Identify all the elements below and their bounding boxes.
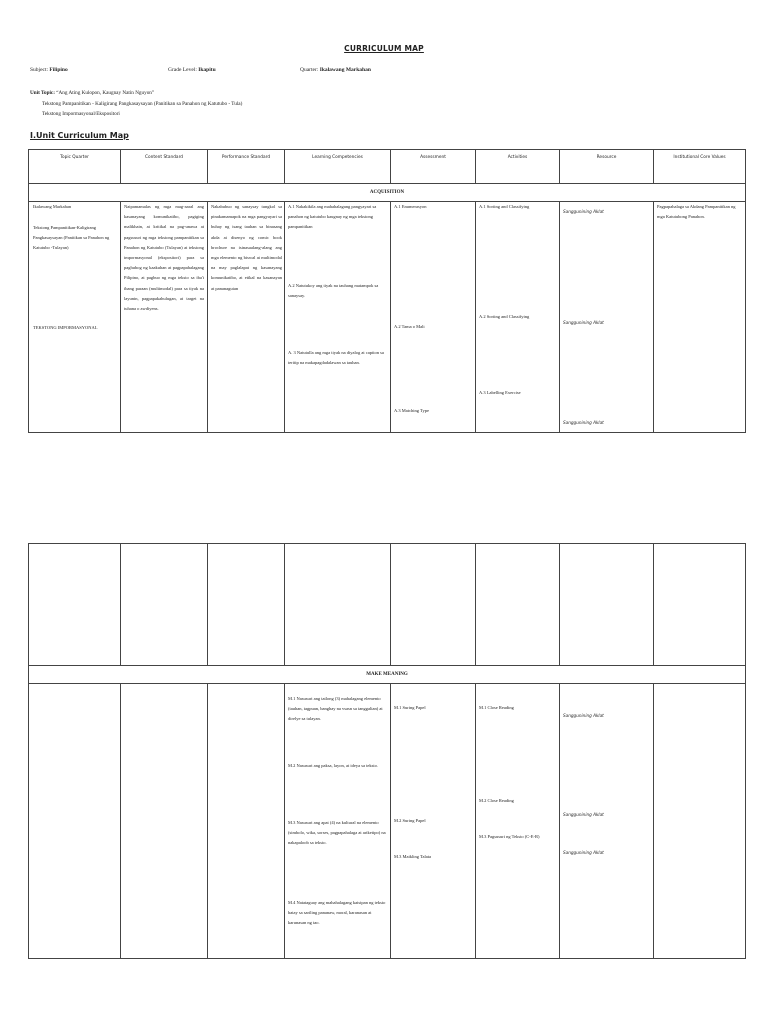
mm-activity-1: M.1 Close Reading <box>479 705 514 710</box>
empty-cell <box>208 544 285 666</box>
subject-field <box>30 67 68 73</box>
header-content-standard: Content Standard <box>121 150 208 184</box>
acq-competency-1: A.1 Nakakikila ang mahahalagang pangyayari sa panahon ng katutubo kaugnay ng mga tekstong pampanitikan <box>288 204 377 230</box>
acq-competencies-cell <box>285 202 391 433</box>
mm-content-standard-cell <box>121 684 208 959</box>
quarter-field <box>300 67 371 73</box>
mm-performance-standard-cell <box>208 684 285 959</box>
curriculum-table-make-meaning <box>28 543 746 959</box>
acq-core-values-text: Pagpapahalaga sa Akdang Pampanitikan ng mga Katutubong Panahon. <box>657 204 736 220</box>
acq-core-values-cell <box>654 202 746 433</box>
mm-assessment-1: M.1 Suring Papel <box>394 705 426 710</box>
mm-activity-2: M.2 Close Reading <box>479 798 514 803</box>
empty-cell <box>560 544 654 666</box>
mm-core-values-cell <box>654 684 746 959</box>
header-resource: Resource <box>560 150 654 184</box>
empty-cell <box>654 544 746 666</box>
mm-resource-cell <box>560 684 654 959</box>
mm-competency-4: M.4 Natataguay ang mahahalagang kaisipan ng teksto batay sa sariling pananaw, moral, karanasan at karunasan ng tao. <box>288 900 386 926</box>
section-heading: I.Unit Curriculum Map <box>30 131 129 140</box>
acq-assessment-1: A.1 Enumerasyon <box>394 204 427 209</box>
grade-field <box>168 67 216 73</box>
empty-cell <box>285 544 391 666</box>
curriculum-table-acquisition <box>28 149 746 433</box>
mm-activities-cell <box>476 684 560 959</box>
unit-topic-line-3: Tekstong Impormasyonal/Ekspositori <box>42 111 120 117</box>
header-learning-competencies: Learning Competencies <box>285 150 391 184</box>
acq-topic-3: TEKSTONG IMPORMASYONAL <box>33 325 98 330</box>
make-meaning-content-row <box>29 684 746 959</box>
acq-activity-3: A.3 Labelling Exercise <box>479 390 521 395</box>
acq-activity-2: A.2 Sorting and Classifying <box>479 314 530 319</box>
make-meaning-band-row <box>29 666 746 684</box>
mm-resource-1: Sanggunining Aklat <box>563 713 604 718</box>
mm-competency-3: M.3 Nasusuri ang apat (4) na kultural na elemento (simbolo, wika, sorses, pagpapahalaga at ariketipo) na nakapaloob sa teksto. <box>288 820 386 846</box>
header-performance-standard: Performance Standard <box>208 150 285 184</box>
header-activities: Activities <box>476 150 560 184</box>
make-meaning-label: MAKE MEANING <box>29 666 746 684</box>
unit-topic-label: Unit Topic: <box>30 90 55 96</box>
acquisition-band-row <box>29 184 746 202</box>
acq-topic-cell <box>29 202 121 433</box>
quarter-value: Ikalawang Markahan <box>319 67 371 73</box>
empty-cell <box>121 544 208 666</box>
grade-value: Ikapitu <box>198 67 216 73</box>
document-title: CURRICULUM MAP <box>344 44 424 53</box>
mm-topic-cell <box>29 684 121 959</box>
acquisition-content-row <box>29 202 746 433</box>
mm-competencies-cell <box>285 684 391 959</box>
acq-resource-3: Sanggunining Aklat <box>563 420 604 425</box>
mm-competency-1: M.1 Nasusuri ang tatlong (3) mahalagang elemento (tauhan, tagpuan, banghay na vsasn sa tanggalian) at direlye sa tulayan. <box>288 696 383 722</box>
acq-resource-2: Sanggunining Aklat <box>563 320 604 325</box>
mm-assessment-3: M.3 Maikling Talata <box>394 854 431 859</box>
acq-competency-2: A.2 Natutukoy ang tiyak na tauhang matampok sa sanaysay. <box>288 283 379 299</box>
unit-topic-block <box>30 88 242 120</box>
table-header-row <box>29 150 746 184</box>
unit-topic-value: “Ang Ating Kulopon, Kaugnay Natin Nguyon” <box>56 90 155 96</box>
empty-cell <box>476 544 560 666</box>
acq-activity-1: A.1 Sorting and Classifying <box>479 204 530 209</box>
empty-cell <box>391 544 476 666</box>
acq-content-standard-cell <box>121 202 208 433</box>
acq-competency-3: A. 3 Natutulla ang mga tiyak na diyalog at caption sa teritip na makapagdadalawan sa tauhan. <box>288 350 384 366</box>
acq-assessment-cell <box>391 202 476 433</box>
acq-resource-1: Sanggunining Aklat <box>563 209 604 214</box>
acq-content-standard-text: Naipamamalas ng mga mag-aaral ang kasanayang komunikatibo, pagiging malikhain, at kritikal na pag-unawa at pagsusuri ng mga tekstong pampanitikan sa Panahon ng Katutubo (Tulayan) at tekstong impormasyonal (ekspositori) para sa paghubog ng kaakuhan at pagpapahalagang Pilipino, at pagbuo ng mga teksto sa iba't ibang paraan (multimodal) para sa tiyak na layunin, pagpapakahulugan, at target na tuhana o awdiyens. <box>124 204 204 312</box>
grade-label: Grade Level: <box>168 67 197 73</box>
header-topic-quarter: Topic Quarter <box>29 150 121 184</box>
header-core-values: Institutional Core Values <box>654 150 746 184</box>
subject-label: Subject: <box>30 67 49 73</box>
continuation-empty-row <box>29 544 746 666</box>
mm-assessment-2: M.2 Suring Papel <box>394 818 426 823</box>
mm-assessment-cell <box>391 684 476 959</box>
header-assessment: Assessment <box>391 150 476 184</box>
subject-value: Filipino <box>49 67 68 73</box>
mm-competency-2: M.2 Nasusuri ang paksa, layon, at ideya sa teksto. <box>288 763 378 768</box>
acq-activities-cell <box>476 202 560 433</box>
acq-performance-standard-text: Nakabubuo ng sanaysay tungkol sa pinakamamapok na mga pangyayari sa buhay ng isang tauhan sa binasang akda at disenyo ng comic book brochure na isinasaalang-alang ang mga elemento ng biswal at multimodal na may paglalapat ng kasanayang komunikatibo, at etikal na kasanayan at pananagutan <box>211 204 282 291</box>
acq-assessment-2: A.2 Tama o Mali <box>394 324 425 329</box>
empty-cell <box>29 544 121 666</box>
mm-activity-3: M.3 Pagsusuri ng Teksto (C-E-R) <box>479 834 540 839</box>
unit-topic-line-2: Tekstong Pampanitikan - Kaligirang Pangkasaysayan (Panitikan sa Panahon ng Katutubo - Tula) <box>42 100 243 107</box>
quarter-label: Quarter: <box>300 67 319 73</box>
acq-topic-1: Ikalawang Markahan <box>33 204 72 209</box>
mm-resource-2: Sanggunining Aklat <box>563 812 604 817</box>
acq-performance-standard-cell <box>208 202 285 433</box>
mm-resource-3: Sanggunining Aklat <box>563 850 604 855</box>
acq-assessment-3: A.3 Matching Type <box>394 408 429 413</box>
acq-resource-cell <box>560 202 654 433</box>
acq-topic-2: Tekstong Pampanitikan-Kaligirang Pangkasaysayan (Panitikan sa Panahon ng Katutubo -Tulayan) <box>33 225 110 251</box>
acquisition-label: ACQUISITION <box>29 184 746 202</box>
